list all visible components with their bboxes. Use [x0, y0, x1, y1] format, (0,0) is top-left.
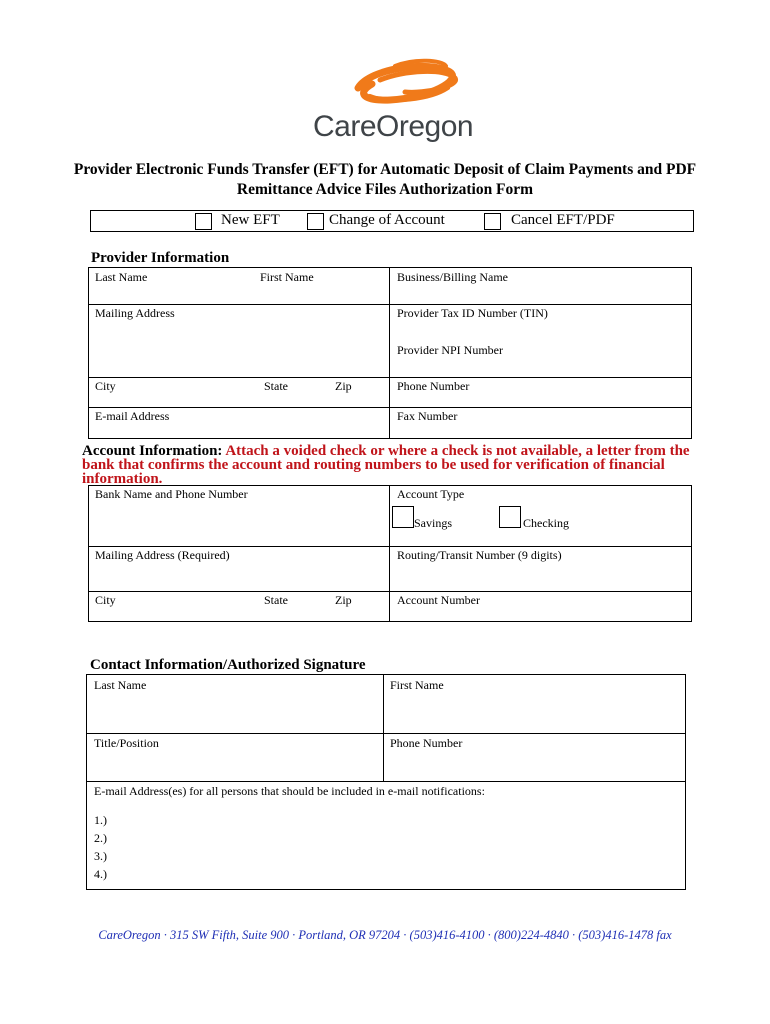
savings-label: Savings	[414, 516, 453, 530]
change-account-label: Change of Account	[329, 212, 445, 228]
provider-city-field[interactable]: City	[95, 379, 116, 393]
provider-mailing-address-field[interactable]: Mailing Address	[95, 306, 175, 320]
account-mailing-address-field[interactable]: Mailing Address (Required)	[95, 548, 230, 562]
new-eft-label: New EFT	[221, 212, 280, 228]
account-info-heading-lead: Account Information:	[82, 443, 226, 459]
contact-phone-field[interactable]: Phone Number	[390, 736, 463, 750]
checking-checkbox[interactable]	[499, 506, 521, 528]
email-entry-2[interactable]: 2.)	[94, 831, 107, 845]
savings-checkbox[interactable]	[392, 506, 414, 528]
provider-info-table	[88, 267, 692, 439]
provider-info-heading: Provider Information	[91, 250, 230, 266]
provider-zip-field[interactable]: Zip	[335, 379, 352, 393]
email-entry-4[interactable]: 4.)	[94, 867, 107, 881]
email-entry-1[interactable]: 1.)	[94, 813, 107, 827]
account-info-heading	[82, 444, 692, 486]
business-name-field[interactable]: Business/Billing Name	[397, 270, 508, 284]
provider-npi-field[interactable]: Provider NPI Number	[397, 343, 503, 357]
routing-number-field[interactable]: Routing/Transit Number (9 digits)	[397, 548, 562, 562]
provider-last-name-field[interactable]: Last Name	[95, 270, 148, 284]
form-title-line2: Remittance Advice Files Authorization Form	[236, 181, 534, 198]
change-account-checkbox[interactable]	[307, 213, 324, 230]
provider-first-name-field[interactable]: First Name	[260, 270, 314, 284]
provider-phone-field[interactable]: Phone Number	[397, 379, 470, 393]
provider-tin-field[interactable]: Provider Tax ID Number (TIN)	[397, 306, 548, 320]
logo-wordmark: CareOregon	[313, 110, 474, 143]
footer-address: CareOregon · 315 SW Fifth, Suite 900 · Portland, OR 97204 · (503)416-4100 · (800)224-4840 · (503)416-1478 fax	[98, 928, 672, 942]
contact-last-name-field[interactable]: Last Name	[94, 678, 147, 692]
account-state-field[interactable]: State	[264, 593, 288, 607]
bank-name-field[interactable]: Bank Name and Phone Number	[95, 487, 248, 501]
provider-email-field[interactable]: E-mail Address	[95, 409, 170, 423]
request-type-box	[90, 210, 694, 232]
account-city-field[interactable]: City	[95, 593, 116, 607]
careoregon-logo	[310, 58, 500, 153]
contact-info-table	[86, 674, 686, 890]
contact-info-heading: Contact Information/Authorized Signature	[90, 657, 366, 673]
cancel-eft-label: Cancel EFT/PDF	[511, 212, 615, 228]
cancel-eft-checkbox[interactable]	[484, 213, 501, 230]
account-type-label: Account Type	[397, 487, 465, 501]
account-info-note: Attach a voided check or where a check is not available, a letter from the bank that confirms the account and routing numbers to be used for verification of financial information.	[82, 443, 690, 487]
checking-label: Checking	[523, 516, 569, 530]
provider-fax-field[interactable]: Fax Number	[397, 409, 458, 423]
email-notifications-label: E-mail Address(es) for all persons that should be included in e-mail notifications:	[94, 784, 485, 798]
form-title-line1: Provider Electronic Funds Transfer (EFT) for Automatic Deposit of Claim Payments and PDF	[73, 161, 697, 178]
contact-first-name-field[interactable]: First Name	[390, 678, 444, 692]
account-info-table	[88, 485, 692, 622]
email-entry-3[interactable]: 3.)	[94, 849, 107, 863]
account-zip-field[interactable]: Zip	[335, 593, 352, 607]
provider-state-field[interactable]: State	[264, 379, 288, 393]
new-eft-checkbox[interactable]	[195, 213, 212, 230]
swirl-logo-icon	[310, 58, 500, 113]
form-title	[40, 160, 730, 200]
contact-title-field[interactable]: Title/Position	[94, 736, 159, 750]
account-number-field[interactable]: Account Number	[397, 593, 480, 607]
